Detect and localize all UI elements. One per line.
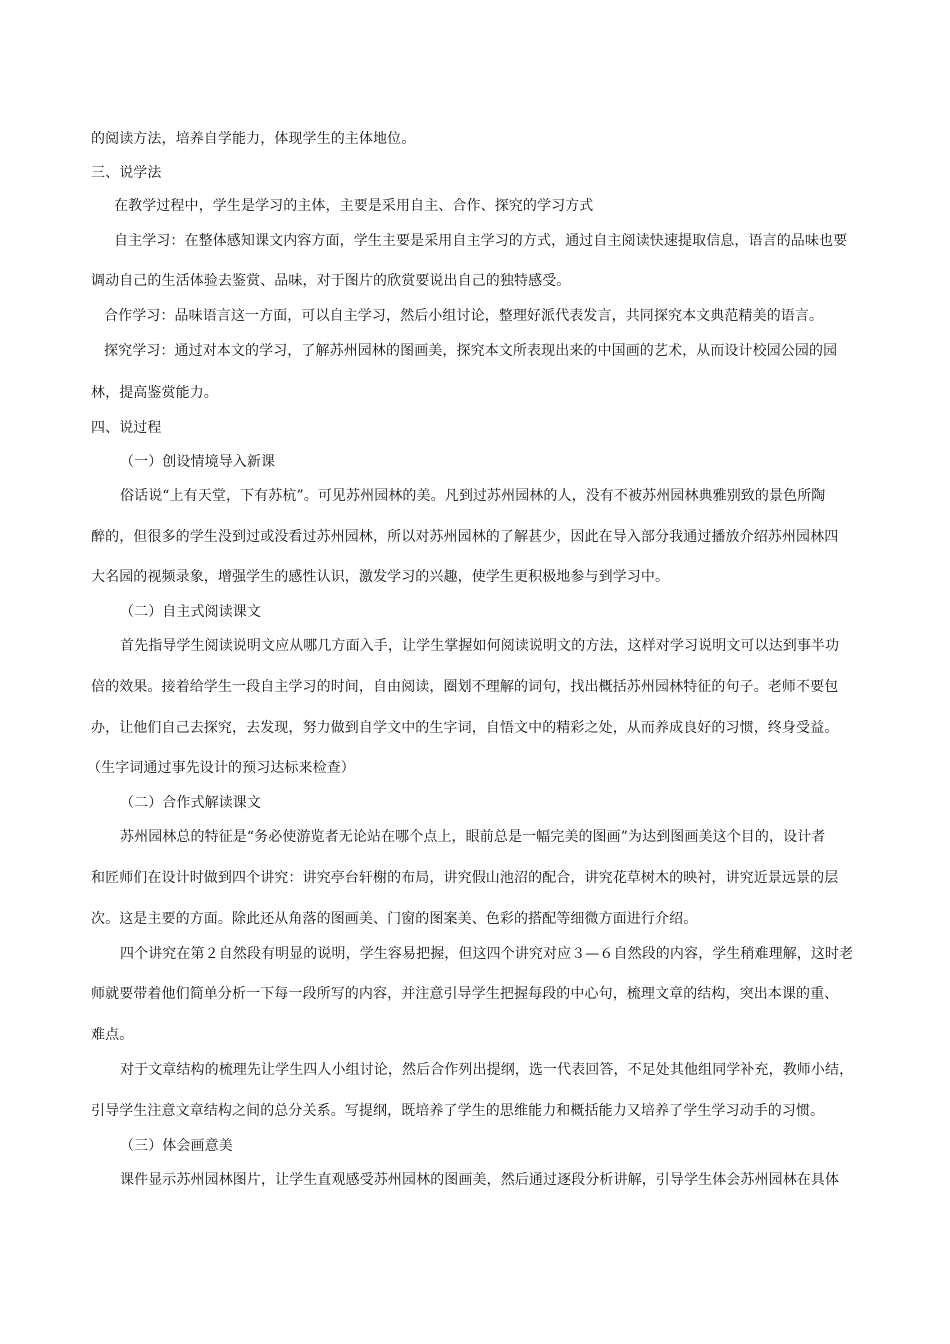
- text-line: （生字词通过事先设计的预习达标来检查）: [87, 760, 355, 776]
- subsection-heading: （二）自主式阅读课文: [120, 604, 261, 620]
- text-line: 首先指导学生阅读说明文应从哪几方面入手，让学生掌握如何阅读说明文的方法，这样对学习说明文可以达到事半功: [120, 638, 840, 654]
- text-line: 调动自己的生活体验去鉴赏、品味，对于图片的欣赏要说出自己的独特感受。: [91, 273, 571, 289]
- text-line: 倍的效果。接着给学生一段自主学习的时间，自由阅读，圈划不理解的词句，找出概括苏州园林特征的句子。老师不要包: [91, 679, 839, 695]
- text-line: 俗话说“上有天堂，下有苏杭”。可见苏州园林的美。凡到过苏州园林的人，没有不被苏州园林典雅别致的景色所陶: [120, 488, 826, 504]
- text-line: 醉的，但很多的学生没到过或没看过苏州园林，所以对苏州园林的了解甚少，因此在导入部分我通过播放介绍苏州园林四: [91, 529, 839, 545]
- text-line: 的阅读方法，培养自学能力，体现学生的主体地位。: [91, 131, 416, 147]
- text-line: 四个讲究在第２自然段有明显的说明，学生容易把握，但这四个讲究对应３—６自然段的内容，学生稍难理解，这时老: [120, 946, 854, 962]
- text-line: 探究学习：通过对本文的学习，了解苏州园林的图画美，探究本文所表现出来的中国画的艺术，从而设计校园公园的园: [104, 343, 838, 359]
- text-line: 和匠师们在设计时做到四个讲究：讲究亭台轩榭的布局，讲究假山池沼的配合，讲究花草树木的映衬，讲究近景远景的层: [91, 870, 839, 886]
- text-line: 合作学习：品味语言这一方面，可以自主学习，然后小组讨论，整理好派代表发言，共同探究本文典范精美的语言。: [104, 308, 824, 324]
- text-line: 自主学习：在整体感知课文内容方面，学生主要是采用自主学习的方式，通过自主阅读快速提取信息，语言的品味也要: [114, 233, 848, 249]
- text-line: 苏州园林总的特征是“务必使游览者无论站在哪个点上，眼前总是一幅完美的图画”为达到图画美这个目的，设计者: [120, 829, 826, 845]
- text-line: 师就要带着他们简单分析一下每一段所写的内容，并注意引导学生把握每段的中心句，梳理文章的结构，突出本课的重、: [91, 986, 839, 1002]
- text-line: 对于文章结构的梳理先让学生四人小组讨论，然后合作列出提纲，选一代表回答，不足处其他组同学补充，教师小结，: [120, 1062, 854, 1078]
- section-heading: 三、说学法: [91, 165, 162, 181]
- subsection-heading: （一）创设情境导入新课: [120, 454, 276, 470]
- text-line: 办，让他们自己去探究，去发现，努力做到自学文中的生字词，自悟文中的精彩之处，从而养成良好的习惯，终身受益。: [91, 720, 839, 736]
- text-line: 课件显示苏州园林图片，让学生直观感受苏州园林的图画美，然后通过逐段分析讲解，引导学生体会苏州园林在具体: [120, 1172, 840, 1188]
- text-line: 大名园的视频录象，增强学生的感性认识，激发学习的兴趣，使学生更积极地参与到学习中。: [91, 569, 670, 585]
- text-line: 林，提高鉴赏能力。: [91, 385, 218, 401]
- subsection-heading: （二）合作式解读课文: [120, 795, 261, 811]
- text-line: 在教学过程中，学生是学习的主体，主要是采用自主、合作、探究的学习方式: [114, 198, 594, 214]
- section-heading: 四、说过程: [91, 420, 162, 436]
- text-line: 难点。: [91, 1027, 134, 1043]
- subsection-heading: （三）体会画意美: [120, 1138, 233, 1154]
- text-line: 次。这是主要的方面。除此还从角落的图画美、门窗的图案美、色彩的搭配等细微方面进行介绍。: [91, 911, 698, 927]
- text-line: 引导学生注意文章结构之间的总分关系。写提纲，既培养了学生的思维能力和概括能力又培养了学生学习动手的习惯。: [91, 1103, 825, 1119]
